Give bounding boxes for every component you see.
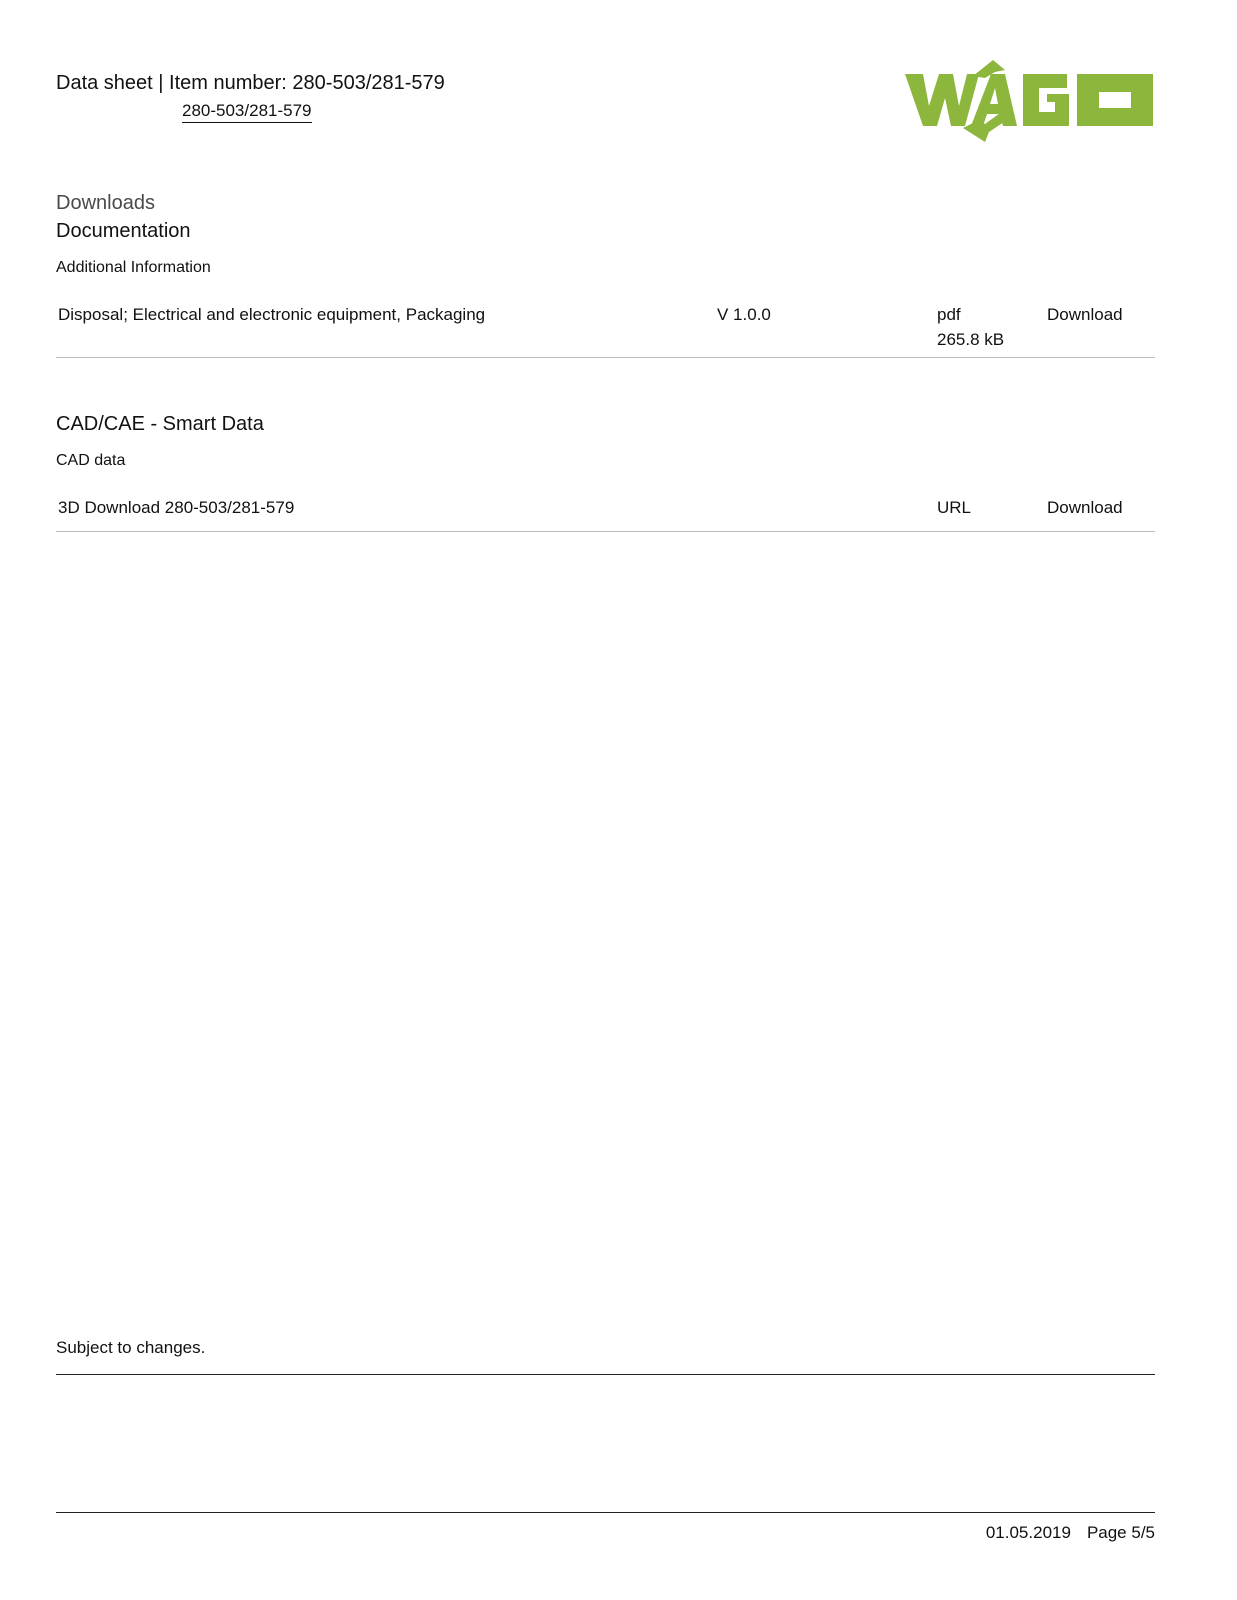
row-divider <box>56 531 1155 532</box>
cad-cae-heading: CAD/CAE - Smart Data <box>56 413 264 435</box>
footer-divider <box>56 1512 1155 1513</box>
cad-format: URL <box>937 498 972 517</box>
downloads-heading: Downloads <box>56 192 155 214</box>
cad-name: 3D Download 280-503/281-579 <box>58 498 295 517</box>
document-name: Disposal; Electrical and electronic equipment, Packaging <box>58 305 486 324</box>
cad-download-link[interactable]: Download <box>1047 498 1123 517</box>
footer-info <box>986 1523 1155 1543</box>
document-download-link[interactable]: Download <box>1047 305 1123 324</box>
page-title: Data sheet | Item number: 280-503/281-579 <box>56 72 445 94</box>
additional-information-heading: Additional Information <box>56 259 211 276</box>
documentation-heading: Documentation <box>56 220 191 242</box>
row-divider <box>56 357 1155 358</box>
subject-to-changes-note: Subject to changes. <box>56 1338 206 1357</box>
footer-divider <box>56 1374 1155 1375</box>
footer-date: 01.05.2019 <box>985 1523 1071 1542</box>
wago-logo <box>905 58 1155 142</box>
document-format: pdf <box>937 305 961 324</box>
document-size: 265.8 kB <box>937 330 1005 349</box>
cad-data-heading: CAD data <box>56 452 126 469</box>
item-number-link[interactable]: 280-503/281-579 <box>182 101 312 123</box>
document-version: V 1.0.0 <box>717 305 771 324</box>
page-number: Page 5/5 <box>1086 1523 1155 1542</box>
